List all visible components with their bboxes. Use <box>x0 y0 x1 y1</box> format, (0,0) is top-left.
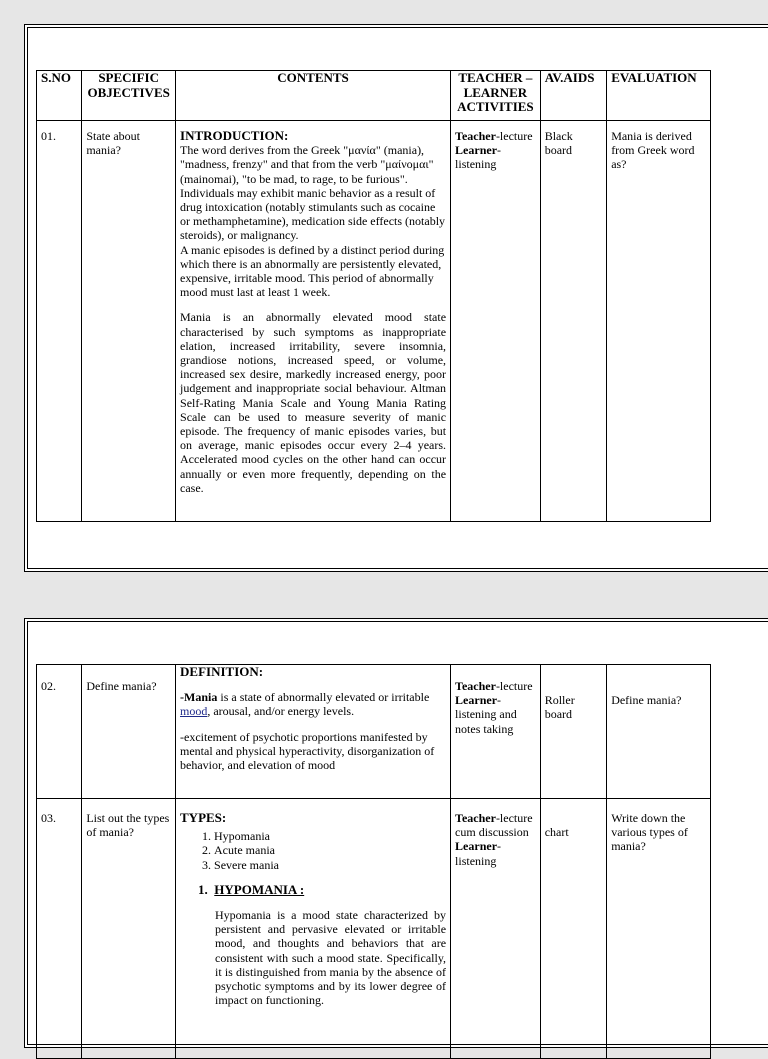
section-heading: TYPES: <box>180 810 227 825</box>
header-evaluation: EVALUATION <box>607 71 711 121</box>
content-paragraph: Hypomania is a mood state characterized by persistent and pervasive elevated or irritable mood, and thoughts and behaviors that are consistent with such a mood state. Specifically, it is distinguished from mania by the absence of psychotic symptoms and by its lower degree of impact on functioning. <box>215 908 447 1008</box>
definition-2: -excitement of psychotic proportions manifested by mental and physical hyperactivity, disorganization of behavior, and elevation of mood <box>180 729 435 773</box>
cell-sno: 03. <box>37 799 82 1059</box>
teacher-activity: -lecture cum discussion <box>455 811 533 840</box>
cell-contents <box>176 665 451 799</box>
cell-sno: 02. <box>37 665 82 799</box>
list-item: 2. Acute mania <box>214 843 446 857</box>
content-paragraph: The word derives from the Greek "μανία" (mania), "madness, frenzy" and that from the verb "μαίνομαι" (mainomai), "to be mad, to rage, to be furious". Individuals may exhibit manic behavior as a result of drug intoxication (notably stimulants such as cocaine or methamphetamine), medication side effects (notably steroids), or malignancy. <box>180 143 446 243</box>
cell-contents <box>176 121 451 522</box>
mood-link[interactable]: mood <box>180 704 208 719</box>
table-header-row <box>37 71 711 121</box>
cell-objective: State about mania? <box>82 121 176 522</box>
cell-activities <box>451 665 541 799</box>
definition-text-end: , arousal, and/or energy levels. <box>207 704 355 719</box>
teacher-label: Teacher <box>455 129 496 143</box>
document-page-1 <box>24 24 768 572</box>
cell-activities <box>451 121 541 522</box>
definition-term: -Mania <box>180 690 218 705</box>
learner-activity: -listening <box>455 839 502 868</box>
lesson-plan-table-2 <box>36 664 711 1059</box>
teacher-label: Teacher <box>455 811 496 825</box>
learner-label: Learner <box>455 143 498 158</box>
header-contents: CONTENTS <box>176 71 451 121</box>
document-page-2 <box>24 618 768 1048</box>
learner-label: Learner <box>455 693 498 708</box>
sub-heading: HYPOMANIA : <box>214 881 305 897</box>
list-item: 1. Hypomania <box>214 829 446 843</box>
cell-evaluation: Write down the various types of mania? <box>607 799 711 1059</box>
table-row <box>37 799 711 1059</box>
cell-objective: Define mania? <box>82 665 176 799</box>
learner-label: Learner <box>455 839 498 854</box>
teacher-activity: -lecture <box>495 679 533 693</box>
content-paragraph: A manic episodes is defined by a distinct period during which there is an abnormally are persistently elevated, expensive, irritable mood. This period of abnormally mood must last at least 1 week. <box>180 242 445 300</box>
content-paragraph: Mania is an abnormally elevated mood state characterised by such symptoms as inappropriate elation, increased irritability, severe insomnia, grandiose notions, increased speed, or volume, increased sex desire, markedly increased energy, poor judgement and inappropriate social behaviour. Altman Self-Rating Mania Scale and Young Mania Rating Scale can be used to measure severity of manic episode. The frequency of manic episodes varies, but on average, manic episodes occur every 2–4 years. Accelerated mood cycles on the other hand can occur annually or even more frequently, depending on the case. <box>180 310 447 495</box>
cell-objective: List out the types of mania? <box>82 799 176 1059</box>
cell-evaluation: Define mania? <box>607 665 711 799</box>
types-list <box>180 829 446 872</box>
cell-sno: 01. <box>37 121 82 522</box>
learner-activity: -listening and notes taking <box>455 693 517 736</box>
teacher-label: Teacher <box>455 679 496 693</box>
cell-aids: chart <box>540 799 606 1059</box>
header-activities: TEACHER – LEARNER ACTIVITIES <box>451 71 541 121</box>
lesson-plan-table-1 <box>36 70 711 522</box>
definition-1 <box>180 690 446 718</box>
sub-heading-wrap: 1. HYPOMANIA : <box>198 881 305 897</box>
list-item: 3. Severe mania <box>214 858 446 872</box>
cell-contents <box>176 799 451 1059</box>
teacher-activity: -lecture <box>495 129 533 143</box>
header-aids: AV.AIDS <box>540 71 606 121</box>
cell-aids: Roller board <box>540 665 606 799</box>
header-objectives: SPECIFIC OBJECTIVES <box>82 71 176 121</box>
table-row <box>37 121 711 522</box>
section-heading: DEFINITION: <box>180 664 264 679</box>
header-sno: S.NO <box>37 71 82 121</box>
section-heading: INTRODUCTION: <box>180 128 289 143</box>
cell-activities <box>451 799 541 1059</box>
cell-evaluation: Mania is derived from Greek word as? <box>607 121 711 522</box>
table-row <box>37 665 711 799</box>
cell-aids: Black board <box>540 121 606 522</box>
learner-activity: -listening <box>455 143 502 172</box>
definition-text: is a state of abnormally elevated or irritable <box>217 690 430 705</box>
